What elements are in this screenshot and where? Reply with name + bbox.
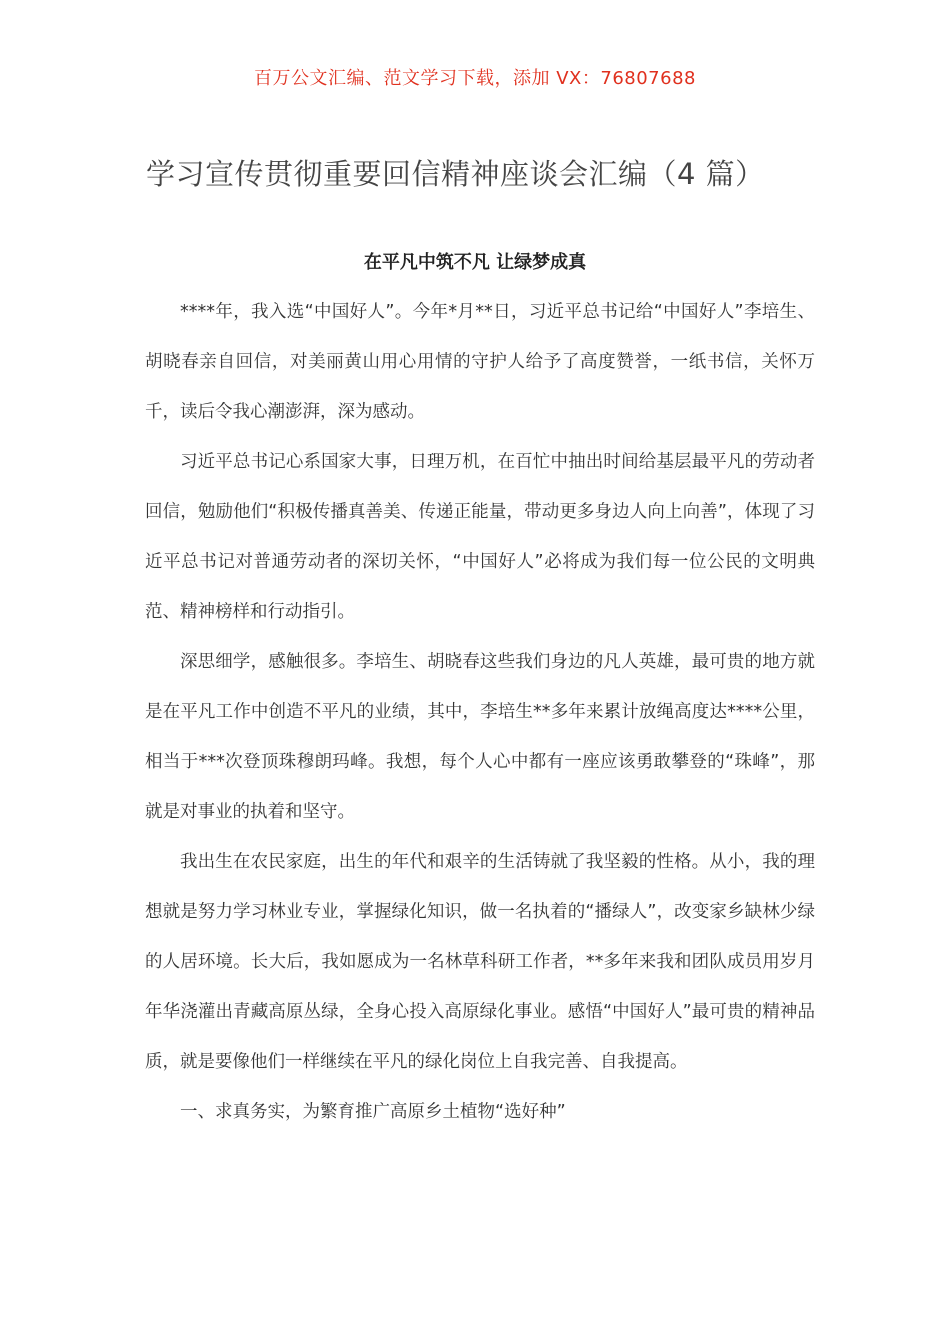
document-title: 学习宣传贯彻重要回信精神座谈会汇编（4 篇） bbox=[146, 157, 765, 191]
paragraph-2: 习近平总书记心系国家大事，日理万机，在百忙中抽出时间给基层最平凡的劳动者回信，勉励他们“积极传播真善美、传递正能量，带动更多身边人向上向善”，体现了习近平总书记对普通劳动者的深切关怀，“中国好人”必将成为我们每一位公民的文明典范、精神榜样和行动指引。 bbox=[145, 452, 815, 622]
paragraph-1: ****年，我入选“中国好人”。今年*月**日，习近平总书记给“中国好人”李培生、胡晓春亲自回信，对美丽黄山用心用情的守护人给予了高度赞誉，一纸书信，关怀万千，读后令我心潮澎湃，深为感动。 bbox=[145, 302, 815, 422]
paragraph-3: 深思细学，感触很多。李培生、胡晓春这些我们身边的凡人英雄，最可贵的地方就是在平凡工作中创造不平凡的业绩，其中，李培生**多年来累计放绳高度达****公里，相当于***次登顶珠穆朗玛峰。我想，每个人心中都有一座应该勇敢攀登的“珠峰”，那就是对事业的执着和坚守。 bbox=[145, 652, 815, 822]
paragraph-4: 我出生在农民家庭，出生的年代和艰辛的生活铸就了我坚毅的性格。从小，我的理想就是努力学习林业专业，掌握绿化知识，做一名执着的“播绿人”，改变家乡缺林少绿的人居环境。长大后，我如愿成为一名林草科研工作者，**多年来我和团队成员用岁月年华浇灌出青藏高原丛绿，全身心投入高原绿化事业。感悟“中国好人”最可贵的精神品质，就是要像他们一样继续在平凡的绿化岗位上自我完善、自我提高。 bbox=[145, 852, 815, 1072]
section-heading-1: 一、求真务实，为繁育推广高原乡土植物“选好种” bbox=[180, 1102, 566, 1122]
article-body bbox=[145, 287, 815, 1137]
article-subtitle: 在平凡中筑不凡 让绿梦成真 bbox=[363, 252, 587, 273]
download-banner: 百万公文汇编、范文学习下载，添加 VX：76807688 bbox=[254, 68, 696, 89]
